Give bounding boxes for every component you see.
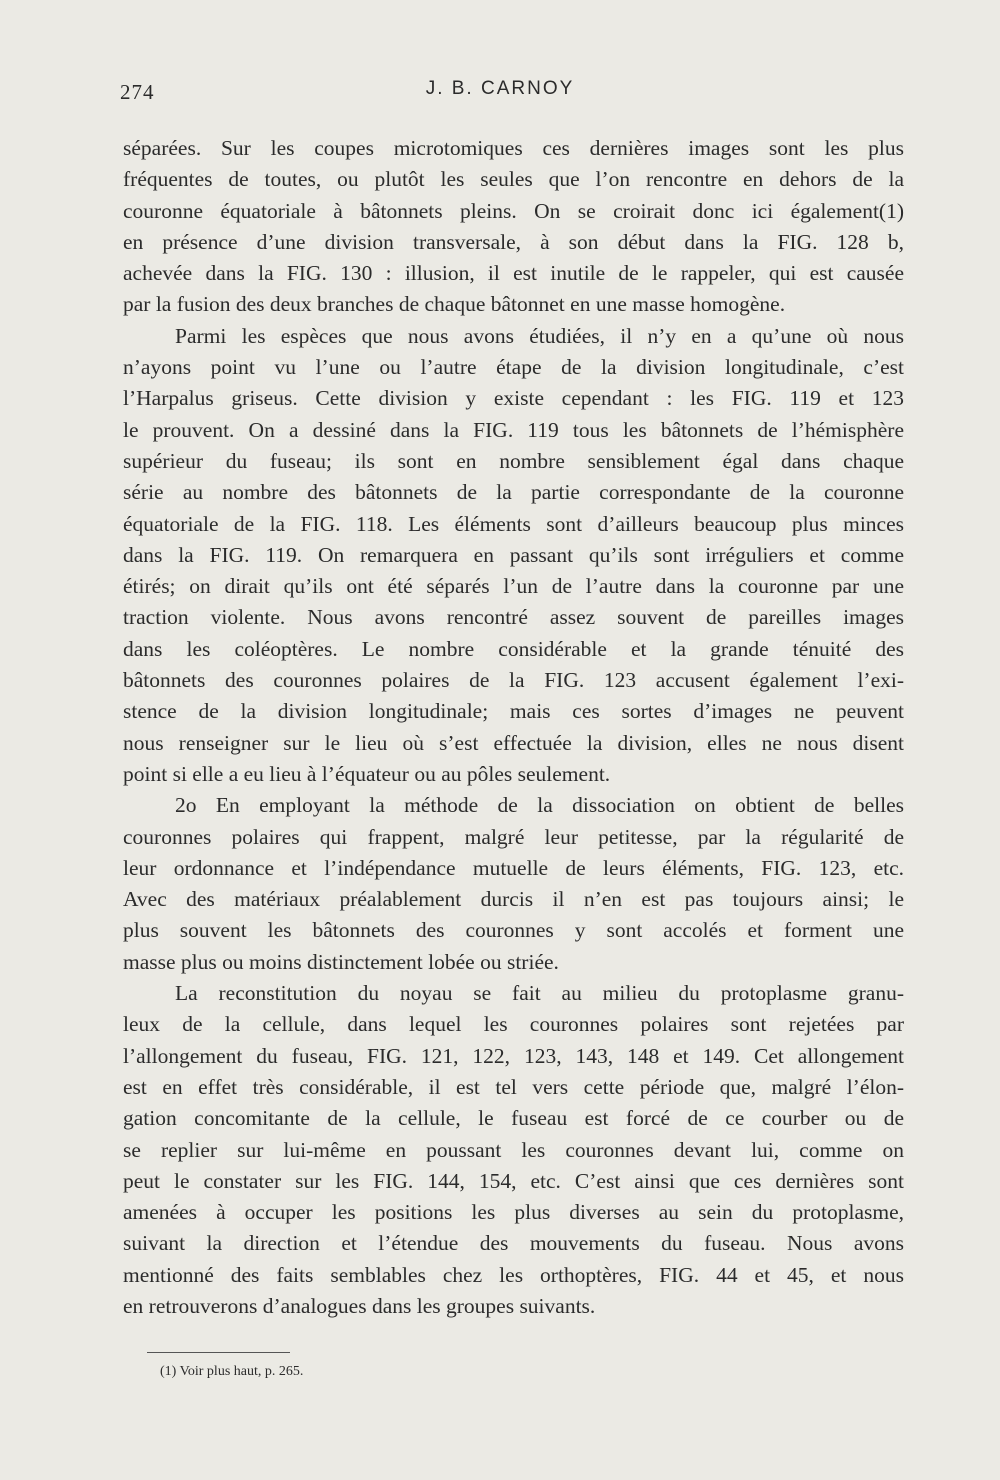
- text-line: se replier sur lui-même en poussant les couronnes devant lui, comme on: [123, 1137, 904, 1162]
- text-line: point si elle a eu lieu à l’équateur ou au pôles seulement.: [123, 761, 611, 786]
- text-line: n’ayons point vu l’une ou l’autre étape de la division longitudinale, c’est: [123, 355, 904, 380]
- text-line: l’Harpalus griseus. Cette division y existe cependant : les FIG. 119 et 123: [123, 386, 904, 411]
- text-line: dans la FIG. 119. On remarquera en passant qu’ils sont irréguliers et comme: [123, 542, 904, 567]
- text-line: 2o En employant la méthode de la dissociation on obtient de belles: [175, 793, 904, 818]
- text-line: peut le constater sur les FIG. 144, 154, etc. C’est ainsi que ces dernières sont: [123, 1168, 904, 1193]
- text-line: mentionné des faits semblables chez les orthoptères, FIG. 44 et 45, et nous: [123, 1262, 904, 1287]
- text-line: équatoriale de la FIG. 118. Les éléments sont d’ailleurs beaucoup plus minces: [123, 511, 904, 536]
- text-line: couronnes polaires qui frappent, malgré leur petitesse, par la régularité de: [123, 824, 904, 849]
- text-line: est en effet très considérable, il est tel vers cette période que, malgré l’élon-: [123, 1074, 904, 1099]
- page-number: 274: [120, 80, 155, 104]
- text-line: gation concomitante de la cellule, le fuseau est forcé de ce courber ou de: [123, 1106, 904, 1131]
- text-line: masse plus ou moins distinctement lobée ou striée.: [123, 949, 559, 974]
- text-line: leux de la cellule, dans lequel les couronnes polaires sont rejetées par: [123, 1012, 904, 1037]
- text-line: bâtonnets des couronnes polaires de la FIG. 123 accusent également l’exi-: [123, 668, 904, 693]
- running-title: J. B. CARNOY: [425, 78, 575, 99]
- text-line: par la fusion des deux branches de chaque bâtonnet en une masse homogène.: [123, 292, 786, 317]
- text-line: couronne équatoriale à bâtonnets pleins. On se croirait donc ici également(1): [123, 198, 904, 223]
- text-line: traction violente. Nous avons rencontré assez souvent de pareilles images: [123, 605, 904, 630]
- text-line: plus souvent les bâtonnets des couronnes y sont accolés et forment une: [123, 918, 904, 943]
- text-line: séparées. Sur les coupes microtomiques ces dernières images sont les plus: [123, 136, 904, 160]
- text-line: le prouvent. On a dessiné dans la FIG. 119 tous les bâtonnets de l’hémisphère: [123, 417, 904, 442]
- text-line: dans les coléoptères. Le nombre considérable et la grande ténuité des: [123, 636, 904, 661]
- text-line: amenées à occuper les positions les plus diverses au sein du protoplasme,: [123, 1200, 904, 1225]
- text-line: en retrouverons d’analogues dans les groupes suivants.: [123, 1293, 596, 1318]
- text-line: Avec des matériaux préalablement durcis il n’en est pas toujours ainsi; le: [123, 887, 904, 912]
- text-line: suivant la direction et l’étendue des mouvements du fuseau. Nous avons: [123, 1231, 904, 1256]
- footnote-divider: [147, 1352, 290, 1353]
- text-line: leur ordonnance et l’indépendance mutuelle de leurs éléments, FIG. 123, etc.: [123, 855, 904, 880]
- text-line: fréquentes de toutes, ou plutôt les seules que l’on rencontre en dehors de la: [123, 167, 904, 192]
- text-line: achevée dans la FIG. 130 : illusion, il est inutile de le rappeler, qui est causée: [123, 261, 904, 286]
- text-line: série au nombre des bâtonnets de la partie correspondante de la couronne: [123, 480, 904, 505]
- text-line: stence de la division longitudinale; mais ces sortes d’images ne peuvent: [123, 699, 904, 724]
- text-line: La reconstitution du noyau se fait au milieu du protoplasme granu-: [175, 981, 904, 1006]
- text-line: Parmi les espèces que nous avons étudiées, il n’y en a qu’une où nous: [175, 323, 904, 348]
- text-line: supérieur du fuseau; ils sont en nombre sensiblement égal dans chaque: [123, 448, 904, 473]
- text-line: nous renseigner sur le lieu où s’est effectuée la division, elles ne nous disent: [123, 730, 904, 755]
- text-line: en présence d’une division transversale, à son début dans la FIG. 128 b,: [123, 229, 904, 254]
- text-line: étirés; on dirait qu’ils ont été séparés l’un de l’autre dans la couronne par une: [123, 574, 904, 599]
- text-line: l’allongement du fuseau, FIG. 121, 122, 123, 143, 148 et 149. Cet allongement: [123, 1043, 904, 1068]
- body-text: [123, 133, 904, 1322]
- footnote: (1) Voir plus haut, p. 265.: [160, 1364, 304, 1379]
